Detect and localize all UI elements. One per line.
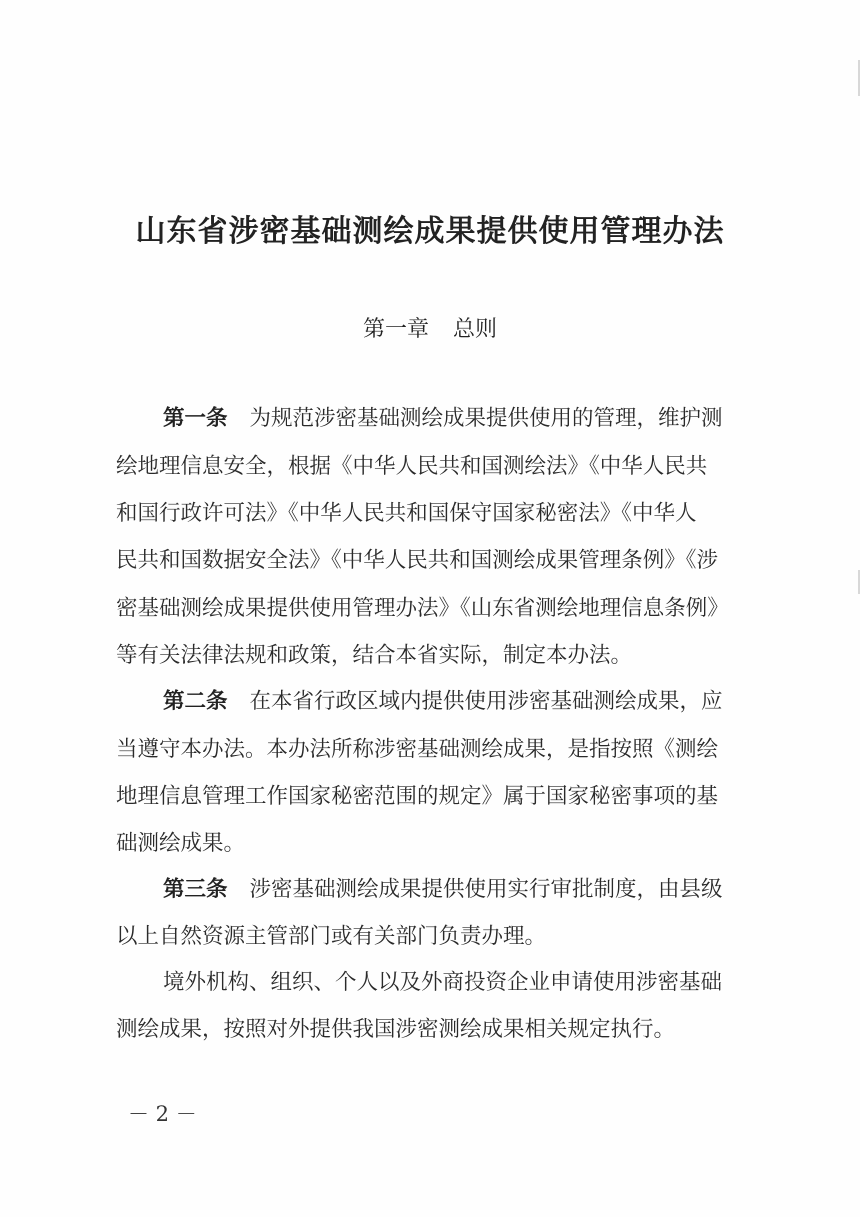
article-2-line-3: 地理信息管理工作国家秘密范围的规定》属于国家秘密事项的基 (116, 784, 719, 809)
chapter-name: 总则 (453, 317, 498, 342)
chapter-heading (0, 312, 860, 343)
article-heading: 第二条 (163, 689, 228, 714)
paragraph-line-1: 境外机构、组织、个人以及外商投资企业申请使用涉密基础 (163, 970, 723, 995)
article-2-line-2: 当遵守本办法。本办法所称涉密基础测绘成果，是指按照《测绘 (116, 737, 719, 762)
article-heading: 第三条 (163, 877, 228, 902)
article-heading: 第一条 (163, 406, 228, 431)
document-title: 山东省涉密基础测绘成果提供使用管理办法 (135, 214, 725, 249)
article-1-line-4: 民共和国数据安全法》《中华人民共和国测绘成果管理条例》《涉 (116, 548, 719, 573)
article-text: 为规范涉密基础测绘成果提供使用的管理，维护测 (249, 406, 723, 431)
chapter-number: 第一章 (362, 317, 429, 342)
article-2-line-1 (163, 687, 723, 717)
article-1-line-3: 和国行政许可法》《中华人民共和国保守国家秘密法》《中华人 (116, 501, 697, 526)
article-text: 在本省行政区域内提供使用涉密基础测绘成果，应 (249, 689, 723, 714)
article-1-line-1 (163, 404, 723, 434)
article-1-line-6: 等有关法律法规和政策，结合本省实际，制定本办法。 (116, 643, 633, 668)
article-text: 涉密基础测绘成果提供使用实行审批制度，由县级 (249, 877, 723, 902)
article-1-line-5: 密基础测绘成果提供使用管理办法》《山东省测绘地理信息条例》 (116, 596, 729, 621)
paragraph-line-2: 测绘成果，按照对外提供我国涉密测绘成果相关规定执行。 (116, 1017, 676, 1042)
article-3-line-2: 以上自然资源主管部门或有关部门负责办理。 (116, 924, 547, 949)
article-3-line-1 (163, 875, 723, 905)
article-1-line-2: 绘地理信息安全，根据《中华人民共和国测绘法》《中华人民共 (116, 454, 708, 479)
article-2-line-4: 础测绘成果。 (116, 831, 246, 856)
page-number: － 2 － (128, 1102, 197, 1126)
